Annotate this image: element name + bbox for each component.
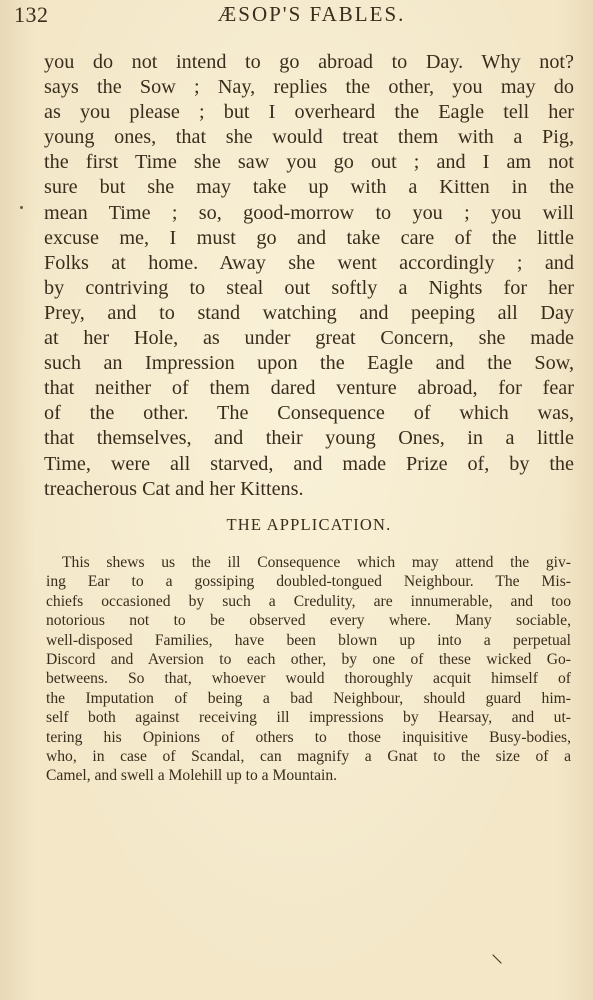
application-line: self both against receiving ill impressions by Hearsay, and ut- bbox=[46, 709, 571, 727]
body-line: the first Time she saw you go out ; and I am not bbox=[44, 151, 574, 174]
body-line: Time, were all starved, and made Prize of, by the bbox=[44, 452, 574, 475]
running-title: ÆSOP'S FABLES. bbox=[217, 2, 406, 26]
application-line: Discord and Aversion to each other, by one of these wicked Go- bbox=[46, 651, 571, 669]
body-line: sure but she may take up with a Kitten in the bbox=[44, 176, 574, 199]
body-line: by contriving to steal out softly a Nights for her bbox=[44, 276, 574, 299]
body-line: such an Impression upon the Eagle and the Sow, bbox=[44, 352, 574, 375]
page-header bbox=[14, 2, 579, 28]
body-line: young ones, that she would treat them with a Pig, bbox=[44, 126, 574, 149]
application-text bbox=[46, 553, 571, 786]
application-line: notorious not to be observed every where. Many sociable, bbox=[46, 612, 571, 630]
body-line: as you please ; but I overheard the Eagle tell her bbox=[44, 101, 574, 124]
application-line: tering his Opinions of others to those inquisitive Busy-bodies, bbox=[46, 728, 571, 746]
body-line: Folks at home. Away she went accordingly ; and bbox=[44, 251, 574, 274]
body-line: that themselves, and their young Ones, in a little bbox=[44, 427, 574, 450]
application-line: well-disposed Families, have been blown up into a perpetual bbox=[46, 631, 571, 649]
fable-body-text bbox=[44, 50, 574, 502]
body-line: excuse me, I must go and take care of the little bbox=[44, 226, 574, 249]
application-line: This shews us the ill Consequence which may attend the giv- bbox=[62, 554, 571, 571]
body-line: Prey, and to stand watching and peeping all Day bbox=[44, 301, 574, 324]
body-line: at her Hole, as under great Concern, she made bbox=[44, 327, 574, 350]
application-line: who, in case of Scandal, can magnify a Gnat to the size of a bbox=[46, 748, 571, 766]
body-line: mean Time ; so, good-morrow to you ; you will bbox=[44, 201, 574, 224]
body-line: you do not intend to go abroad to Day. Why not? bbox=[44, 51, 574, 73]
body-line: of the other. The Consequence of which was, bbox=[44, 402, 574, 425]
application-line: ing Ear to a gossiping doubled-tongued Neighbour. The Mis- bbox=[46, 573, 571, 591]
body-line: treacherous Cat and her Kittens. bbox=[44, 477, 304, 500]
page-number: 132 bbox=[14, 2, 49, 27]
application-heading: THE APPLICATION. bbox=[226, 515, 392, 534]
application-line: betweens. So that, whoever would thoroughly acquit himself of bbox=[46, 670, 571, 688]
stray-pen-mark-icon bbox=[492, 953, 504, 965]
body-line: says the Sow ; Nay, replies the other, you may do bbox=[44, 76, 574, 99]
body-line: that neither of them dared venture abroad, for fear bbox=[44, 377, 574, 400]
application-line: chiefs occasioned by such a Credulity, are innumerable, and too bbox=[46, 592, 571, 610]
application-line: the Imputation of being a bad Neighbour, should guard him- bbox=[46, 689, 571, 707]
application-line: Camel, and swell a Molehill up to a Mountain. bbox=[46, 767, 338, 785]
margin-dot-mark bbox=[20, 206, 23, 209]
